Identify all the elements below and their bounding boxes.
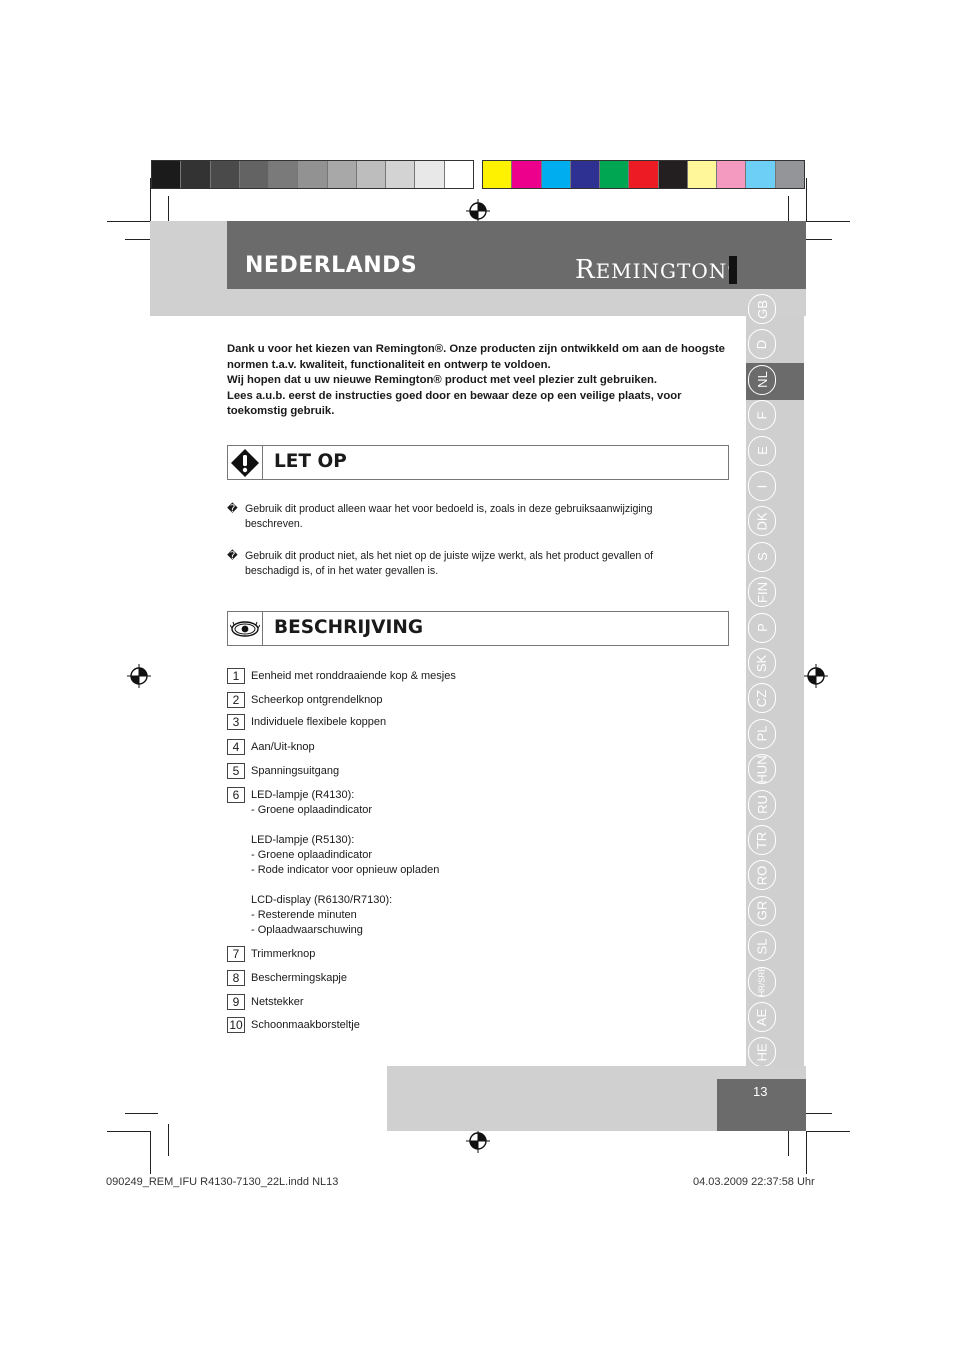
caution-item-text: Gebruik dit product alleen waar het voor bedoeld is, zoals in deze gebruiksaanwijziging beschreven. [245, 503, 653, 530]
crop-mark [806, 221, 850, 222]
language-tab-label: F [754, 411, 770, 420]
registration-mark-icon [466, 199, 490, 223]
color-swatch [328, 161, 357, 188]
caution-item-text: Gebruik dit product niet, als het niet op de juiste wijze werkt, als het product gevallen of beschadigd is, of in het water gevallen is. [245, 550, 654, 577]
color-swatch [717, 161, 746, 188]
language-tab-ro[interactable] [748, 860, 776, 890]
language-tab-label: RO [754, 865, 770, 886]
brand-name-rest: EMINGTON [595, 259, 728, 283]
part-item [227, 971, 347, 986]
part-description: Eenheid met ronddraaiende kop & mesjes [251, 670, 456, 682]
language-tab-label: I [754, 484, 770, 488]
bullet-icon: � [227, 503, 238, 515]
language-tab-fin[interactable] [748, 577, 776, 607]
language-tab-label: P [754, 623, 770, 632]
language-tab-hun[interactable] [748, 754, 776, 784]
part-number: 4 [227, 739, 245, 755]
color-swatch [240, 161, 269, 188]
registration-mark-icon [466, 1129, 490, 1153]
language-tab-gr[interactable] [748, 896, 776, 926]
color-swatch [386, 161, 415, 188]
part-item [227, 1018, 360, 1033]
color-swatch [512, 161, 541, 188]
part-item [227, 947, 315, 962]
part-number: 9 [227, 994, 245, 1010]
color-swatch [688, 161, 717, 188]
language-tab-d[interactable] [748, 329, 776, 359]
language-tab-label: GR [754, 901, 770, 921]
language-tab-nl[interactable] [748, 365, 776, 395]
process-color-bar [482, 160, 805, 189]
color-swatch [542, 161, 571, 188]
language-tab-label: HUN [754, 755, 770, 784]
part-item [227, 693, 382, 708]
caution-item [227, 502, 707, 532]
part-number: 3 [227, 714, 245, 730]
crop-mark [806, 1131, 807, 1174]
brand-logo-bar [729, 256, 737, 284]
part-number: 8 [227, 970, 245, 986]
warning-icon [228, 446, 263, 479]
file-slug-left: 090249_REM_IFU R4130-7130_22L.indd NL13 [106, 1176, 339, 1188]
part-item [227, 669, 456, 684]
color-swatch [776, 161, 804, 188]
part-description: Trimmerknop [251, 948, 316, 960]
color-swatch [357, 161, 386, 188]
language-tab-hr-srb[interactable] [748, 967, 776, 997]
language-tab-label: E [754, 446, 770, 455]
language-tab-label: D [754, 339, 770, 350]
color-swatch [629, 161, 658, 188]
language-tab-label: SL [754, 938, 770, 955]
language-tab-sk[interactable] [748, 648, 776, 678]
color-swatch [659, 161, 688, 188]
color-swatch [483, 161, 512, 188]
registration-mark-icon [127, 664, 151, 688]
part-number: 1 [227, 668, 245, 684]
color-swatch [152, 161, 181, 188]
page-number: 13 [753, 1084, 768, 1099]
caution-item [227, 549, 707, 579]
language-tab-label: SK [754, 654, 770, 672]
part-description: Beschermingskapje [251, 972, 347, 984]
color-swatch [445, 161, 473, 188]
part-number: 6 [227, 787, 245, 803]
language-tab-gb[interactable] [748, 294, 776, 324]
language-tab-label: FIN [754, 581, 770, 603]
language-tab-ru[interactable] [748, 790, 776, 820]
registration-mark-icon [804, 664, 828, 688]
part-description: LED-lampje (R4130): - Groene oplaadindicator LED-lampje (R5130): - Groene oplaadindicator - Rode indicator voor opnieuw opladen LCD-display (R6130/R7130): - Resterende minuten - Oplaadwaarschuwing [251, 789, 440, 936]
language-tab-label: PL [754, 725, 770, 742]
caution-heading-box [227, 445, 729, 480]
part-item [227, 788, 439, 938]
intro-paragraph: Dank u voor het kiezen van Remington®. Onze producten zijn ontwikkeld om aan de hoogste normen t.a.v. kwaliteit, functionaliteit en ontwerp te voldoen. [227, 343, 725, 371]
language-tab-label: HR/SRB [757, 966, 767, 997]
intro-paragraph: Lees a.u.b. eerst de instructies goed door en bewaar deze op een veilige plaats, voor toekomstig gebruik. [227, 389, 682, 418]
color-swatch [181, 161, 210, 188]
language-tab-label: TR [754, 831, 770, 849]
crop-mark [806, 178, 807, 221]
language-tab-pl[interactable] [748, 719, 776, 749]
language-tab-i[interactable] [748, 471, 776, 501]
page-title: NEDERLANDS [245, 253, 418, 278]
intro-text [227, 342, 732, 420]
language-tab-label: RU [754, 795, 770, 814]
crop-mark [168, 1124, 169, 1156]
part-number: 2 [227, 692, 245, 708]
color-swatch [298, 161, 327, 188]
language-tab-he[interactable] [748, 1037, 776, 1067]
file-slug-right: 04.03.2009 22:37:58 Uhr [693, 1176, 815, 1188]
color-swatch [571, 161, 600, 188]
crop-mark [806, 1131, 850, 1132]
description-heading-box [227, 611, 729, 646]
language-tab-s[interactable] [748, 542, 776, 572]
part-description: Schoonmaakborsteltje [251, 1019, 360, 1031]
part-item [227, 995, 304, 1010]
part-description: Aan/Uit-knop [251, 741, 315, 753]
language-tab-label: CZ [754, 689, 770, 708]
section-title-caution: LET OP [274, 451, 347, 472]
language-tab-label: AE [754, 1008, 770, 1026]
brand-logo [575, 255, 735, 285]
language-tab-label: GB [754, 299, 770, 319]
part-description: Spanningsuitgang [251, 765, 340, 777]
language-tab-e[interactable] [748, 436, 776, 466]
language-tab-tr[interactable] [748, 825, 776, 855]
language-tab-p[interactable] [748, 613, 776, 643]
crop-mark [125, 1113, 158, 1114]
language-tab-sl[interactable] [748, 931, 776, 961]
color-swatch [415, 161, 444, 188]
part-item [227, 764, 339, 779]
language-tab-cz[interactable] [748, 683, 776, 713]
part-description: Scheerkop ontgrendelknop [251, 694, 383, 706]
language-tab-f[interactable] [748, 400, 776, 430]
part-description: Netstekker [251, 996, 304, 1008]
color-swatch [269, 161, 298, 188]
part-description: Individuele flexibele koppen [251, 716, 387, 728]
section-title-description: BESCHRIJVING [274, 617, 424, 638]
eye-icon [228, 612, 263, 645]
crop-mark [107, 221, 151, 222]
language-tab-dk[interactable] [748, 506, 776, 536]
crop-mark [150, 178, 151, 221]
grayscale-color-bar [151, 160, 474, 189]
crop-mark [107, 1131, 151, 1132]
crop-mark [150, 1131, 151, 1174]
part-item [227, 715, 386, 730]
part-number: 10 [227, 1017, 245, 1033]
part-item [227, 740, 315, 755]
part-number: 5 [227, 763, 245, 779]
color-swatch [211, 161, 240, 188]
part-number: 7 [227, 946, 245, 962]
footer-band [717, 1066, 806, 1079]
language-tab-label: NL [754, 371, 770, 389]
color-swatch [746, 161, 775, 188]
color-swatch [600, 161, 629, 188]
language-tab-ae[interactable] [748, 1002, 776, 1032]
language-tab-label: S [754, 552, 770, 562]
brand-initial: R [575, 255, 596, 285]
footer-band [387, 1066, 717, 1131]
bullet-icon: � [227, 550, 238, 562]
language-tab-label: DK [754, 512, 770, 531]
language-tab-label: HE [754, 1043, 770, 1062]
intro-paragraph: Wij hopen dat u uw nieuwe Remington® product met veel plezier zult gebruiken. [227, 374, 658, 387]
